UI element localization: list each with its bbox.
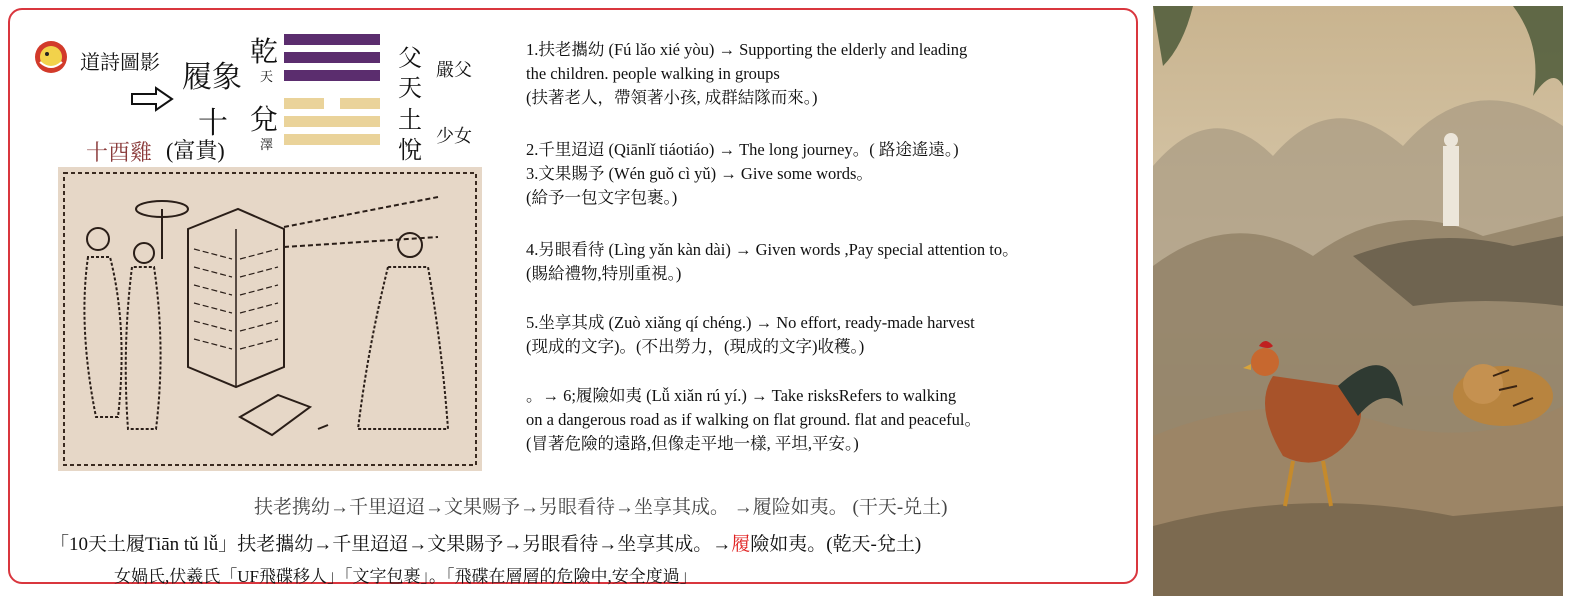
item-1-line-2: the children. people walking in groups <box>526 64 780 83</box>
summary-simplified: 扶老携幼→千里迢迢→文果赐予→另眼看待→坐享其成。 →履险如夷。 (干天-兑土) <box>254 497 948 518</box>
yin-line-right <box>340 98 380 109</box>
item-5-line-2: (现成的文字)。(不出勞力，(現成的文字)收穫。) <box>526 337 865 356</box>
right-char-3: 土 <box>398 108 422 134</box>
summary-prefix: 「10天土履Tiān tǔ lǚ」扶老攜幼→千里迢迢→文果賜予→另眼看待→坐享其成。→ <box>50 534 732 555</box>
hexagram-number: 十 <box>198 107 228 140</box>
right-char-4: 悅 <box>398 138 422 164</box>
lower-trigram-name: 兌 <box>250 105 279 136</box>
summary-highlight: 履 <box>731 534 751 555</box>
item-2-3 <box>526 138 959 210</box>
role-father: 嚴父 <box>436 60 472 80</box>
woodcut-illustration <box>58 167 482 471</box>
summary-traditional <box>50 529 921 556</box>
item-6-line-1: 。→ 6;履險如夷 (Lǚ xiǎn rú yí.) → Take risksRefers to walking <box>526 386 957 405</box>
yin-line-left <box>284 98 324 109</box>
right-char-2: 天 <box>398 76 422 102</box>
right-arrow-icon <box>130 86 174 112</box>
brand-title: 道詩圖影 <box>80 52 160 74</box>
yang-line <box>284 134 380 145</box>
yang-line <box>284 116 380 127</box>
item-5-line-1: 5.坐享其成 (Zuò xiǎng qí chéng.) → No effort, ready-made harvest <box>526 313 975 332</box>
item-6-line-2: on a dangerous road as if walking on flat ground. flat and peaceful。 <box>526 410 981 429</box>
summary-story: 女媧氏,伏羲氏「UF飛碟移人」「文字包裹」。「飛碟在層層的危險中,安全度過」 <box>114 567 697 586</box>
yang-line <box>284 70 380 81</box>
summary-suffix: 險如夷。(乾天-兌土) <box>750 534 922 555</box>
item-5 <box>526 311 975 359</box>
item-2-line: 2.千里迢迢 (Qiānlǐ tiáotiáo) → The long journey。( 路途遙遠。) <box>526 140 959 159</box>
rooster-label: 十酉雞 <box>86 140 153 165</box>
role-daughter: 少女 <box>436 126 472 146</box>
upper-trigram-name: 乾 <box>250 37 279 68</box>
item-6-line-3: (冒著危險的遠路,但像走平地一樣, 平坦,平安。) <box>526 434 859 453</box>
logo-icon <box>34 40 68 74</box>
painting-artwork <box>1153 6 1563 596</box>
item-3-note: (給予一包文字包裹。) <box>526 188 678 207</box>
yang-line <box>284 52 380 63</box>
item-1-line-3: (扶著老人，帶領著小孩, 成群結隊而來。) <box>526 88 818 107</box>
rooster-tiger-painting <box>1153 6 1563 596</box>
item-4 <box>526 238 1019 286</box>
hexagram-title: 履象 <box>182 61 242 94</box>
hexagram-subtitle: (富貴) <box>166 138 225 163</box>
content-panel <box>8 8 1138 584</box>
upper-trigram-sub: 天 <box>260 69 274 84</box>
woodcut-drawing <box>58 167 482 471</box>
item-1 <box>526 38 967 110</box>
yang-line <box>284 34 380 45</box>
item-1-line-1: 1.扶老攜幼 (Fú lǎo xié yòu) → Supporting the elderly and leading <box>526 40 968 59</box>
item-4-line-2: (賜給禮物,特別重視。) <box>526 264 682 283</box>
item-6 <box>526 384 981 456</box>
item-3-line: 3.文果賜予 (Wén guǒ cì yǔ) → Give some words。 <box>526 164 873 183</box>
right-char-1: 父 <box>398 46 422 72</box>
item-4-line-1: 4.另眼看待 (Lìng yǎn kàn dài) → Given words ,Pay special attention to。 <box>526 240 1019 259</box>
lower-trigram-sub: 澤 <box>260 137 274 152</box>
